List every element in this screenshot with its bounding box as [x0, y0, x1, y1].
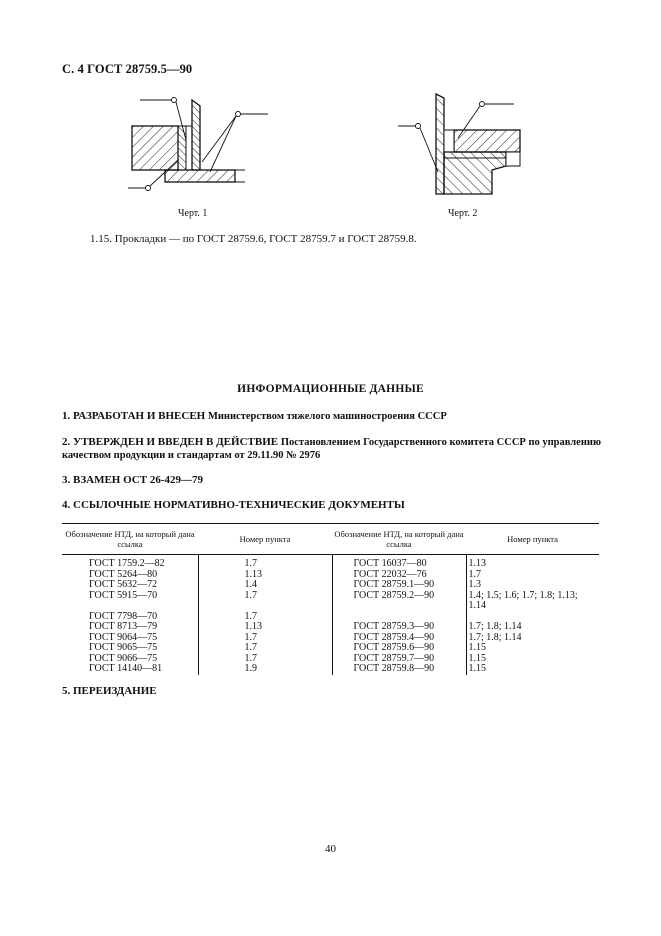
- table-row: [62, 591, 599, 612]
- table-cell: ГОСТ 22032—76: [332, 570, 466, 581]
- table-cell: ГОСТ 28759.3—90: [332, 622, 466, 633]
- drawing-1-flange: [132, 126, 178, 170]
- header-ntd-2: Обозначение НТД, на который дана ссылка: [332, 524, 466, 555]
- info-item-3: [62, 474, 607, 487]
- table-cell: 1.15: [466, 654, 599, 665]
- info-item-4-bold: ССЫЛОЧНЫЕ НОРМАТИВНО-ТЕХНИЧЕСКИЕ ДОКУМЕНТЫ: [73, 499, 405, 511]
- info-item-5-bold: ПЕРЕИЗДАНИЕ: [73, 685, 157, 697]
- table-cell: 1.13: [466, 555, 599, 570]
- table-cell: ГОСТ 5264—80: [89, 568, 158, 580]
- table-row: [62, 622, 599, 633]
- info-item-1-bold: РАЗРАБОТАН И ВНЕСЕН: [73, 410, 206, 422]
- info-item-4-num: 4.: [62, 499, 71, 511]
- table-cell: 1.13: [198, 570, 332, 581]
- info-item-5: [62, 685, 607, 698]
- info-item-2: [62, 436, 607, 462]
- drawing-2-lower-flange: [444, 152, 520, 194]
- info-item-1: [62, 410, 607, 423]
- table-cell: ГОСТ 16037—80: [332, 555, 466, 570]
- header-ntd-1: Обозначение НТД, на который дана ссылка: [62, 524, 198, 555]
- table-cell: 1.3: [466, 580, 599, 591]
- table-cell: 1.7: [198, 612, 332, 623]
- drawing-1-gasket: [178, 126, 186, 170]
- table-cell: 1.7; 1.8; 1.14: [466, 633, 599, 644]
- table-row: [62, 580, 599, 591]
- info-item-2-bold: УТВЕРЖДЕН И ВВЕДЕН В ДЕЙСТВИЕ: [73, 436, 279, 448]
- table-cell: 1.7: [198, 654, 332, 665]
- info-item-1-num: 1.: [62, 410, 71, 422]
- info-item-1-rest: Министерством тяжелого машиностроения СССР: [207, 411, 447, 422]
- table-cell: ГОСТ 8713—79: [89, 621, 158, 632]
- table-cell: ГОСТ 9066—75: [89, 652, 158, 664]
- table-cell: 1.9: [198, 664, 332, 675]
- table-cell: ГОСТ 28759.6—90: [332, 643, 466, 654]
- table-cell: ГОСТ 9064—75: [89, 631, 158, 643]
- page-number: 40: [325, 843, 336, 855]
- info-item-3-bold: ВЗАМЕН ОСТ 26-429—79: [73, 474, 203, 486]
- drawing-1-plate: [186, 100, 200, 170]
- info-item-3-num: 3.: [62, 474, 71, 486]
- figure-1-caption: Черт. 1: [178, 208, 208, 219]
- info-item-2-rest: Постановлением Государственного комитета СССР по управлению качеством продукции и стандартам от 29.11.90 № 2976: [62, 437, 601, 461]
- info-item-4: [62, 499, 607, 512]
- clause-1-15: 1.15. Прокладки — по ГОСТ 28759.6, ГОСТ 28759.7 и ГОСТ 28759.8.: [90, 233, 417, 245]
- table-cell: 1.13: [198, 622, 332, 633]
- table-cell: ГОСТ 28759.2—90: [332, 591, 466, 612]
- table-cell: 1.4; 1.5; 1.6; 1.7; 1.8; 1.13; 1.14: [466, 591, 599, 612]
- running-header: С. 4 ГОСТ 28759.5—90: [62, 62, 193, 76]
- references-table: [62, 523, 599, 675]
- info-item-2-num: 2.: [62, 436, 71, 448]
- info-title: ИНФОРМАЦИОННЫЕ ДАННЫЕ: [237, 383, 424, 395]
- table-cell: ГОСТ 5915—70: [89, 589, 158, 601]
- table-cell: 1.7: [198, 591, 332, 612]
- drawing-1-base: [165, 170, 245, 182]
- table-cell: ГОСТ 1759.2—82: [89, 558, 165, 569]
- table-cell: 1.7: [198, 633, 332, 644]
- table-cell: 1.7; 1.8; 1.14: [466, 622, 599, 633]
- drawing-1: [120, 90, 270, 205]
- table-cell: 1.4: [198, 580, 332, 591]
- info-item-5-num: 5.: [62, 685, 71, 697]
- table-cell: 1.7: [466, 570, 599, 581]
- table-row: [62, 664, 599, 675]
- table-cell: 1.15: [466, 664, 599, 675]
- table-cell: 1.15: [466, 643, 599, 654]
- drawing-2: [398, 90, 533, 205]
- table-row: [62, 643, 599, 654]
- drawing-2-wall: [436, 94, 444, 194]
- table-cell: ГОСТ 28759.1—90: [332, 580, 466, 591]
- table-cell: ГОСТ 5632—72: [89, 579, 158, 590]
- references-table-header: [62, 524, 599, 555]
- drawing-2-upper-flange: [444, 130, 520, 152]
- header-item-1: Номер пункта: [198, 524, 332, 555]
- table-cell: ГОСТ 9065—75: [89, 642, 158, 653]
- table-row: [62, 555, 599, 570]
- table-cell: ГОСТ 7798—70: [89, 610, 158, 622]
- table-cell: 1.7: [198, 643, 332, 654]
- table-cell: ГОСТ 14140—81: [89, 663, 163, 674]
- header-item-2: Номер пункта: [466, 524, 599, 555]
- table-cell: ГОСТ 28759.4—90: [332, 633, 466, 644]
- table-cell: ГОСТ 28759.7—90: [332, 654, 466, 665]
- table-cell: ГОСТ 28759.8—90: [332, 664, 466, 675]
- figure-2-caption: Черт. 2: [448, 208, 478, 219]
- table-cell: 1.7: [198, 555, 332, 570]
